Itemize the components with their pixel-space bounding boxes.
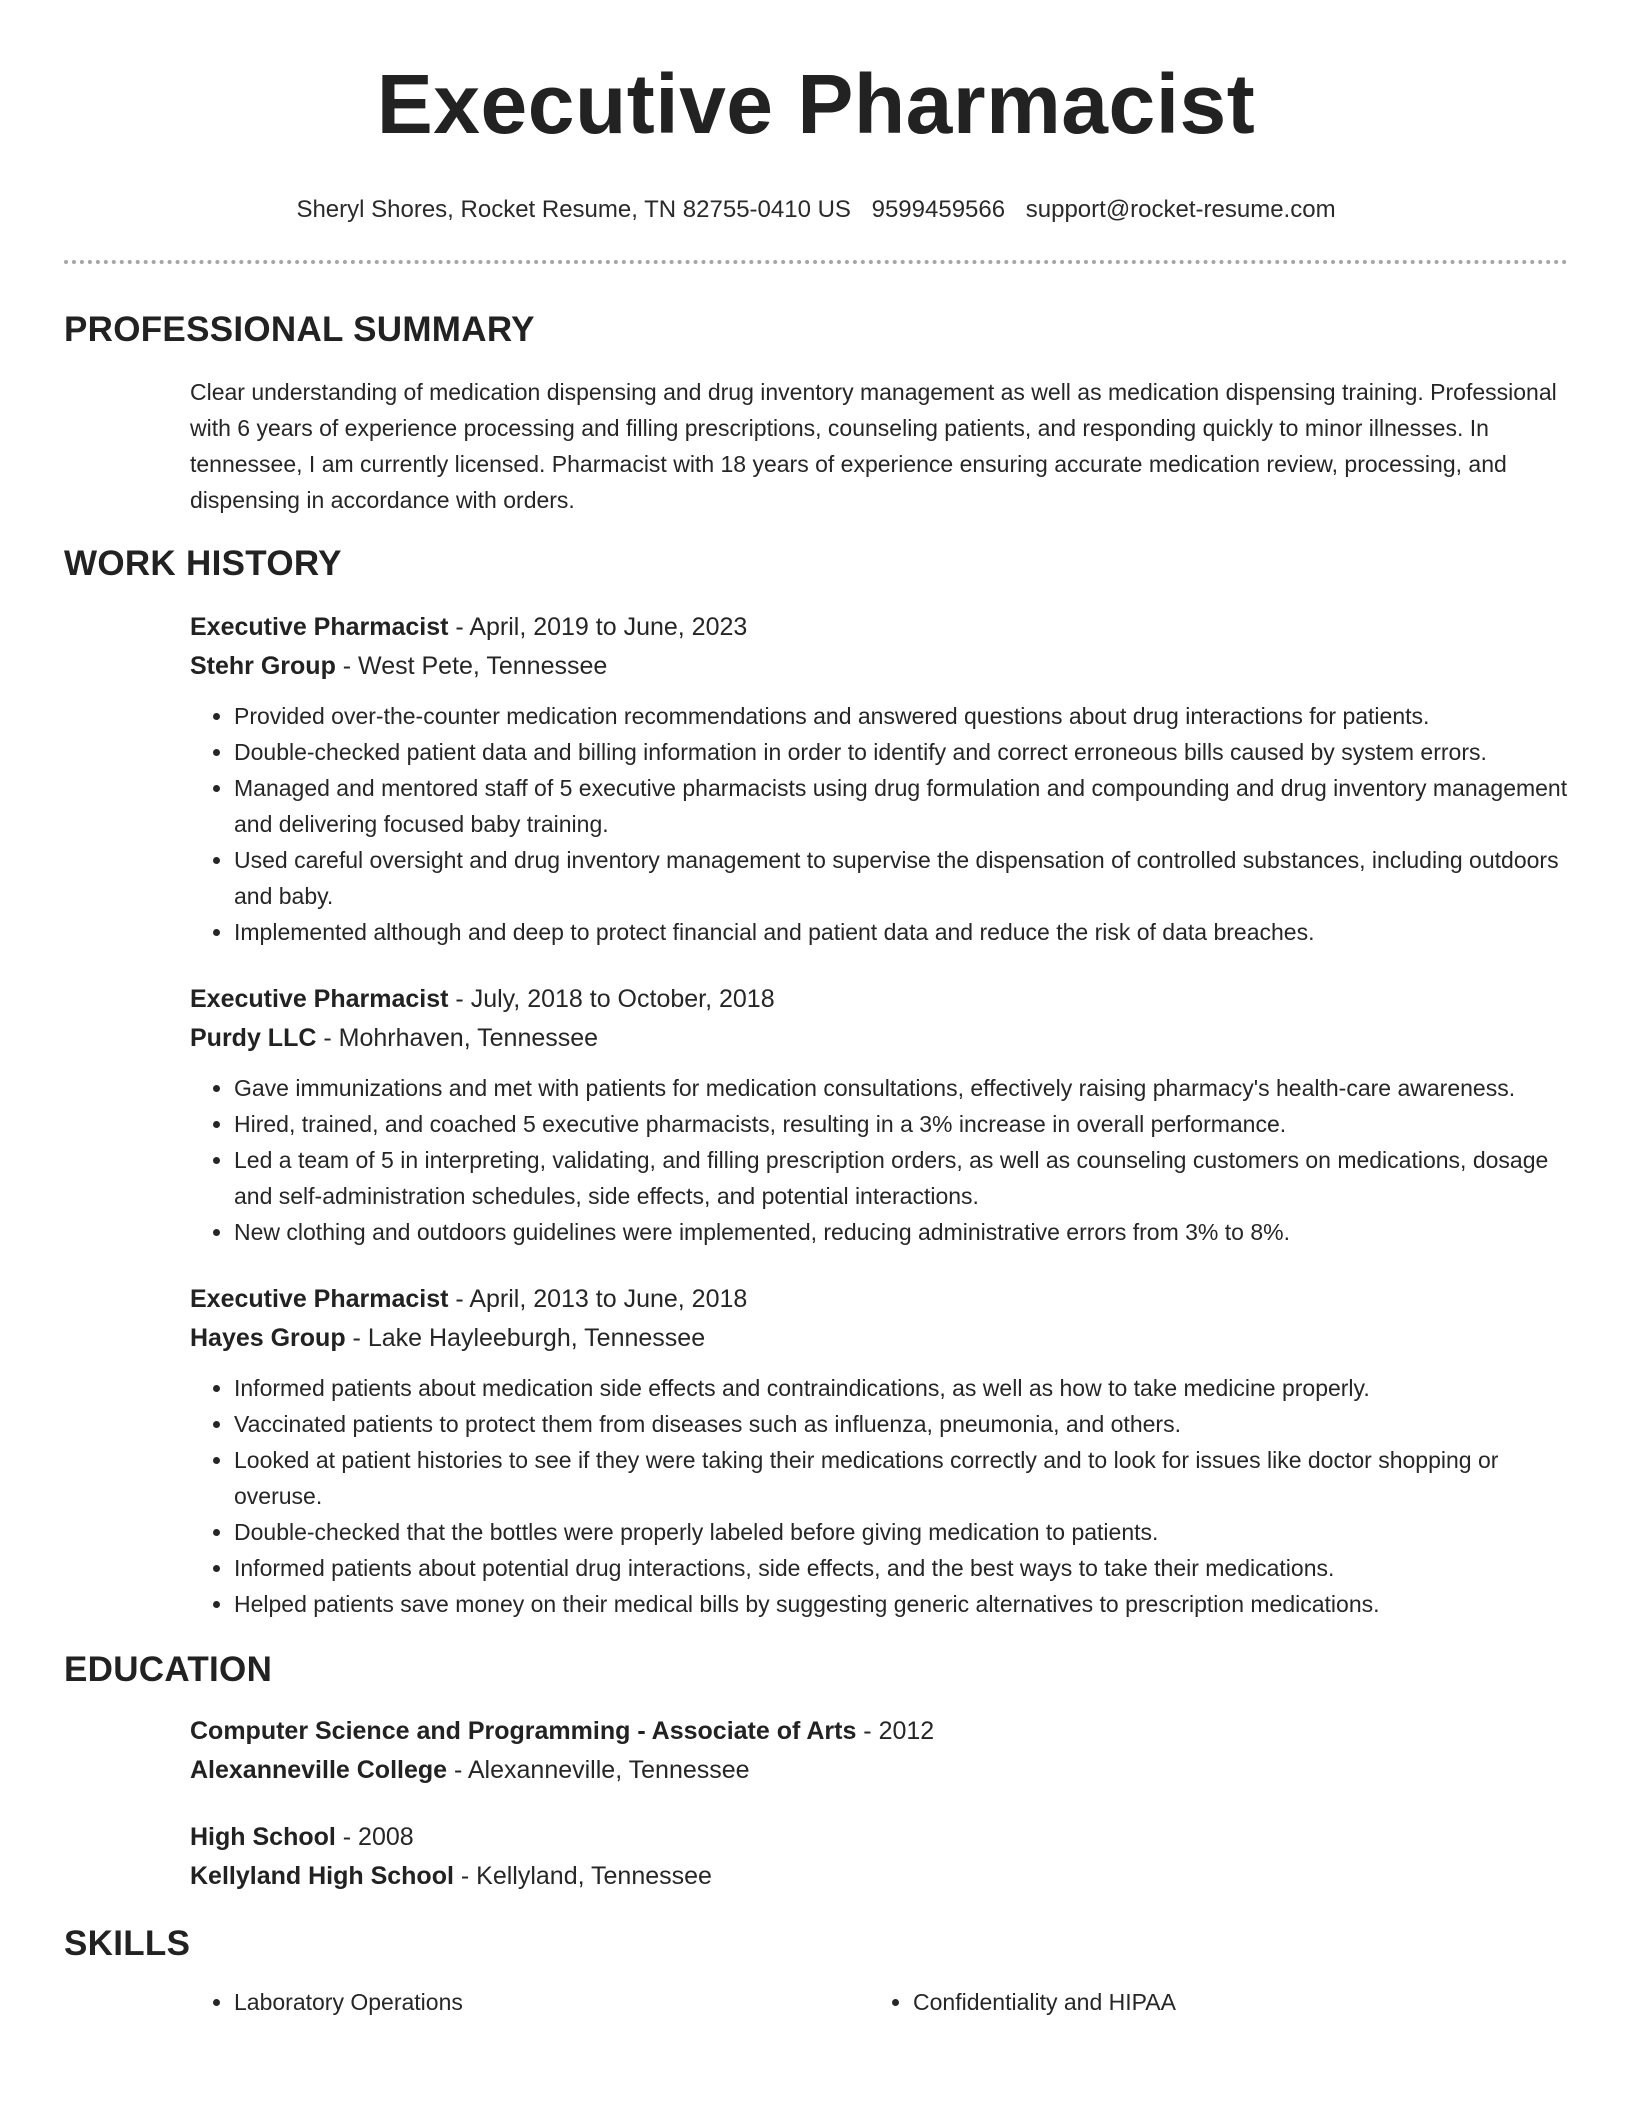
job-entry (190, 1280, 1568, 1622)
job-company-line (190, 1319, 1568, 1358)
job-bullet: • New clothing and outdoors guidelines were implemented, reducing administrative errors from 3% to 8%. (234, 1214, 1568, 1250)
job-company: Stehr Group (190, 652, 336, 680)
job-bullet: • Vaccinated patients to protect them from diseases such as influenza, pneumonia, and others. (234, 1406, 1568, 1442)
job-bullet: • Informed patients about medication side effects and contraindications, as well as how to take medicine properly. (234, 1370, 1568, 1406)
skill-item: • Laboratory Operations (234, 1984, 869, 2020)
job-bullet: • Hired, trained, and coached 5 executive pharmacists, resulting in a 3% increase in overall performance. (234, 1106, 1568, 1142)
skills-section (64, 1922, 1568, 2020)
job-company: Purdy LLC (190, 1024, 317, 1052)
job-entry (190, 608, 1568, 950)
school-location: - Alexanneville, Tennessee (447, 1756, 750, 1784)
job-company-line (190, 1019, 1568, 1058)
skills-heading: SKILLS (64, 1924, 191, 1963)
degree-name: Computer Science and Programming - Associate of Arts (190, 1717, 857, 1745)
skills-grid (190, 1984, 1568, 2020)
resume-title: Executive Pharmacist (376, 57, 1256, 151)
degree-line (190, 1818, 1568, 1857)
skills-column-left (190, 1984, 869, 2020)
job-bullet: • Helped patients save money on their medical bills by suggesting generic alternatives to prescription medications. (234, 1586, 1568, 1622)
job-bullet: • Double-checked that the bottles were properly labeled before giving medication to patients. (234, 1514, 1568, 1550)
job-dates: - July, 2018 to October, 2018 (448, 985, 775, 1013)
degree-name: High School (190, 1823, 336, 1851)
job-entry (190, 980, 1568, 1250)
school-name: Kellyland High School (190, 1862, 454, 1890)
job-bullets (190, 1070, 1568, 1250)
school-name: Alexanneville College (190, 1756, 448, 1784)
job-dates: - April, 2019 to June, 2023 (448, 613, 748, 641)
job-bullet: • Looked at patient histories to see if they were taking their medications correctly and to look for issues like doctor shopping or overuse. (234, 1442, 1568, 1514)
education-entry (190, 1818, 1568, 1896)
work-history-section (64, 542, 1568, 1622)
job-company-line (190, 647, 1568, 686)
job-dates: - April, 2013 to June, 2018 (448, 1285, 748, 1313)
education-section (64, 1648, 1568, 1896)
job-bullet: • Informed patients about potential drug interactions, side effects, and the best ways to take their medications. (234, 1550, 1568, 1586)
degree-year: - 2012 (856, 1717, 935, 1745)
job-bullet: • Gave immunizations and met with patients for medication consultations, effectively raising pharmacy's health-care awareness. (234, 1070, 1568, 1106)
header-divider (64, 260, 1568, 264)
job-title-line (190, 608, 1568, 647)
job-bullets (190, 698, 1568, 950)
job-bullet: • Provided over-the-counter medication recommendations and answered questions about drug interactions for patients. (234, 698, 1568, 734)
skills-column-right (869, 1984, 1548, 2020)
job-location: - West Pete, Tennessee (335, 652, 608, 680)
degree-line (190, 1712, 1568, 1751)
summary-section (64, 308, 1568, 518)
job-title: Executive Pharmacist (190, 613, 449, 641)
contact-line (64, 194, 1568, 226)
school-line (190, 1751, 1568, 1790)
education-entry (190, 1712, 1568, 1790)
job-bullet: • Implemented although and deep to protect financial and patient data and reduce the risk of data breaches. (234, 914, 1568, 950)
job-title: Executive Pharmacist (190, 1285, 449, 1313)
job-title: Executive Pharmacist (190, 985, 449, 1013)
job-bullet: • Used careful oversight and drug inventory management to supervise the dispensation of controlled substances, including outdoors and baby. (234, 842, 1568, 914)
contact-email: support@rocket-resume.com (1025, 196, 1336, 223)
education-heading: EDUCATION (64, 1650, 273, 1689)
job-title-line (190, 1280, 1568, 1319)
job-bullet: • Managed and mentored staff of 5 executive pharmacists using drug formulation and compounding and drug inventory management and delivering focused baby training. (234, 770, 1568, 842)
work-history-heading: WORK HISTORY (64, 544, 342, 583)
degree-year: - 2008 (335, 1823, 414, 1851)
contact-phone: 9599459566 (871, 196, 1006, 223)
job-location: - Lake Hayleeburgh, Tennessee (345, 1324, 706, 1352)
job-bullet: • Led a team of 5 in interpreting, validating, and filling prescription orders, as well as counseling customers on medications, dosage and self-administration schedules, side effects, and potential interactions. (234, 1142, 1568, 1214)
job-company: Hayes Group (190, 1324, 346, 1352)
contact-address: Sheryl Shores, Rocket Resume, TN 82755-0410 US (296, 196, 851, 223)
job-bullets (190, 1370, 1568, 1622)
school-line (190, 1857, 1568, 1896)
job-bullet: • Double-checked patient data and billing information in order to identify and correct erroneous bills caused by system errors. (234, 734, 1568, 770)
summary-text: Clear understanding of medication dispensing and drug inventory management as well as medication dispensing training. Professional with 6 years of experience processing and filling prescriptions, counseling patients, and responding quickly to minor illnesses. In tennessee, I am currently licensed. Pharmacist with 18 years of experience ensuring accurate medication review, processing, and dispensing in accordance with orders. (190, 379, 1557, 513)
summary-heading: PROFESSIONAL SUMMARY (64, 310, 535, 349)
job-title-line (190, 980, 1568, 1019)
job-location: - Mohrhaven, Tennessee (316, 1024, 599, 1052)
skill-item: • Confidentiality and HIPAA (913, 1984, 1548, 2020)
school-location: - Kellyland, Tennessee (453, 1862, 712, 1890)
